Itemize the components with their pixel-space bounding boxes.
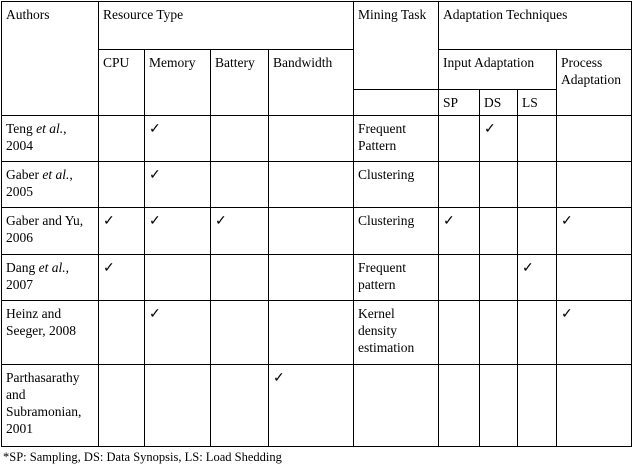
footnote: *SP: Sampling, DS: Data Synopsis, LS: Load Shedding	[3, 450, 282, 464]
bandwidth-cell	[269, 365, 354, 447]
sp-header: SP	[439, 89, 480, 115]
author-etal: et al.	[38, 259, 66, 275]
ds-header: DS	[480, 89, 518, 115]
table-row	[2, 300, 632, 364]
resource-type-header: Resource Type	[99, 2, 354, 50]
battery-cell	[211, 162, 269, 208]
table-row	[2, 115, 632, 161]
header-row	[2, 2, 632, 50]
check-icon: ✓	[484, 121, 496, 137]
cpu-header: CPU	[99, 50, 145, 115]
input-adaptation-header: Input Adaptation	[439, 50, 557, 89]
mining-task-cell: Clustering	[354, 208, 439, 254]
ds-cell	[480, 162, 518, 208]
author-name: Teng	[6, 120, 37, 136]
process-adaptation-cell	[557, 365, 632, 447]
check-icon: ✓	[149, 121, 161, 137]
sp-cell	[439, 365, 480, 447]
sp-cell	[439, 208, 480, 254]
table-row	[2, 208, 632, 254]
cpu-cell	[99, 300, 145, 364]
bandwidth-header: Bandwidth	[269, 50, 354, 115]
bandwidth-cell	[269, 208, 354, 254]
ds-cell	[480, 300, 518, 364]
battery-cell	[211, 365, 269, 447]
process-adaptation-header: Process Adaptation	[557, 50, 632, 115]
process-adaptation-cell	[557, 254, 632, 300]
mining-task-cell	[354, 365, 439, 447]
author-name: Parthasarathy and Subramonian, 2001	[6, 370, 82, 437]
battery-header: Battery	[211, 50, 269, 115]
ls-header: LS	[518, 89, 557, 115]
check-icon: ✓	[149, 306, 161, 322]
ls-cell	[518, 300, 557, 364]
ls-cell	[518, 365, 557, 447]
process-adaptation-cell	[557, 300, 632, 364]
check-icon: ✓	[561, 214, 573, 230]
memory-cell	[145, 208, 211, 254]
bandwidth-cell	[269, 300, 354, 364]
mining-task-cell: Frequent Pattern	[354, 115, 439, 161]
battery-cell	[211, 254, 269, 300]
check-icon: ✓	[561, 306, 573, 322]
mining-task-cell: Frequent pattern	[354, 254, 439, 300]
ls-cell	[518, 254, 557, 300]
battery-cell	[211, 300, 269, 364]
author-etal: et al.	[36, 120, 64, 136]
author-name: Dang	[6, 259, 39, 275]
table-row	[2, 365, 632, 447]
bandwidth-cell	[269, 254, 354, 300]
authors-header: Authors	[2, 2, 99, 116]
ds-cell	[480, 115, 518, 161]
ls-cell	[518, 208, 557, 254]
check-icon: ✓	[443, 214, 455, 230]
mining-task-spacer	[354, 89, 439, 115]
check-icon: ✓	[149, 214, 161, 230]
author-cell	[2, 365, 99, 447]
cpu-cell	[99, 162, 145, 208]
mining-task-header: Mining Task	[354, 2, 439, 90]
check-icon: ✓	[215, 214, 227, 230]
sp-cell	[439, 115, 480, 161]
check-icon: ✓	[522, 260, 534, 276]
ds-cell	[480, 254, 518, 300]
memory-header: Memory	[145, 50, 211, 115]
sp-cell	[439, 162, 480, 208]
author-year: , 2005	[6, 167, 73, 200]
author-name: Gaber	[6, 167, 43, 183]
ds-cell	[480, 365, 518, 447]
bandwidth-cell	[269, 162, 354, 208]
memory-cell	[145, 300, 211, 364]
survey-table	[1, 1, 632, 447]
ls-cell	[518, 115, 557, 161]
table-row	[2, 254, 632, 300]
battery-cell	[211, 115, 269, 161]
check-icon: ✓	[103, 214, 115, 230]
table-row	[2, 162, 632, 208]
cpu-cell	[99, 254, 145, 300]
check-icon: ✓	[149, 168, 161, 184]
author-cell	[2, 115, 99, 161]
cpu-cell	[99, 208, 145, 254]
author-cell	[2, 254, 99, 300]
process-adaptation-cell	[557, 115, 632, 161]
adaptation-techniques-header: Adaptation Techniques	[439, 2, 632, 50]
author-name: Heinz and Seeger, 2008	[6, 305, 76, 338]
memory-cell	[145, 365, 211, 447]
memory-cell	[145, 162, 211, 208]
cpu-cell	[99, 115, 145, 161]
author-year: , 2007	[6, 259, 69, 292]
ds-cell	[480, 208, 518, 254]
battery-cell	[211, 208, 269, 254]
cpu-cell	[99, 365, 145, 447]
process-adaptation-cell	[557, 162, 632, 208]
mining-task-cell: Clustering	[354, 162, 439, 208]
process-adaptation-cell	[557, 208, 632, 254]
memory-cell	[145, 254, 211, 300]
author-year: , 2004	[6, 120, 67, 153]
sp-cell	[439, 300, 480, 364]
bandwidth-cell	[269, 115, 354, 161]
ls-cell	[518, 162, 557, 208]
author-etal: et al.	[42, 167, 70, 183]
sp-cell	[439, 254, 480, 300]
memory-cell	[145, 115, 211, 161]
mining-task-cell: Kernel density estimation	[354, 300, 439, 364]
check-icon: ✓	[103, 260, 115, 276]
author-cell	[2, 162, 99, 208]
author-cell	[2, 208, 99, 254]
check-icon: ✓	[273, 371, 285, 387]
author-cell	[2, 300, 99, 364]
author-name: Gaber and Yu, 2006	[6, 213, 84, 246]
